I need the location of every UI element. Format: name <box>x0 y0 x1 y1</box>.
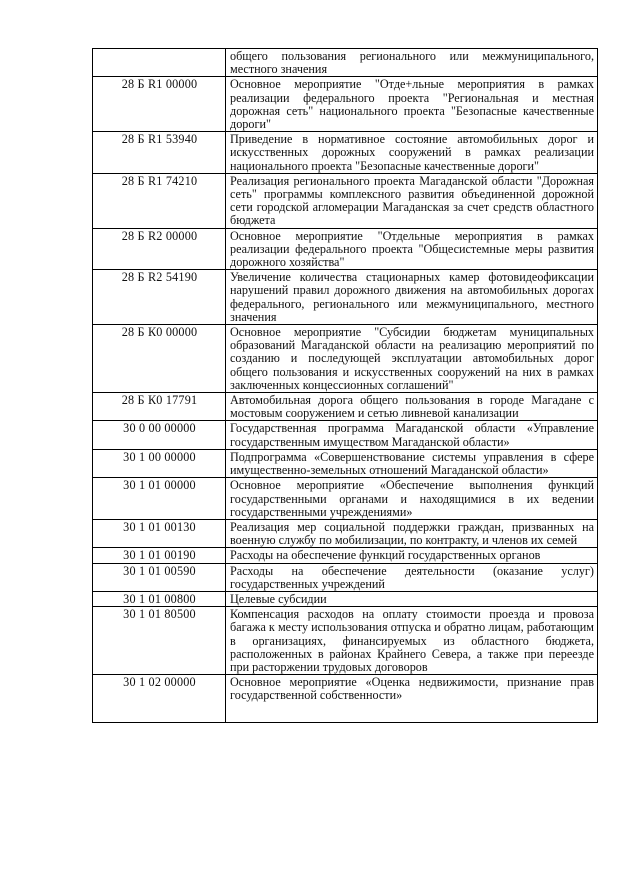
table-row <box>93 591 598 606</box>
code-cell: 30 1 01 00000 <box>93 478 226 520</box>
description-cell: Целевые субсидии <box>226 591 598 606</box>
description-cell: Подпрограмма «Совершенствование системы управления в сфере имущественно-земельных отношений Магаданской области» <box>226 449 598 477</box>
table-row <box>93 563 598 591</box>
code-cell: 30 1 01 00190 <box>93 548 226 563</box>
code-cell: 30 1 01 00130 <box>93 519 226 547</box>
code-cell: 30 1 00 00000 <box>93 449 226 477</box>
table-row <box>93 449 598 477</box>
table-row <box>93 228 598 270</box>
table-row <box>93 607 598 675</box>
code-cell: 28 Б К0 00000 <box>93 325 226 393</box>
description-cell: Компенсация расходов на оплату стоимости проезда и провоза багажа к месту использования отпуска и обратно лицам, работающим в организациях, финансируемых из областного бюджета, расположенных в районах Крайнего Севера, а также при переезде при расторжении трудовых договоров <box>226 607 598 675</box>
code-cell: 30 0 00 00000 <box>93 421 226 449</box>
description-cell: Основное мероприятие "Субсидии бюджетам муниципальных образований Магаданской области на реализацию мероприятий по созданию и последующей эксплуатации автомобильных дорог общего пользования и искусственных сооружений на них в рамках заключенных концессионных соглашений" <box>226 325 598 393</box>
code-cell: 28 Б R1 53940 <box>93 132 226 174</box>
description-cell: Увеличение количества стационарных камер фотовидеофиксации нарушений правил дорожного движения на автомобильных дорогах федерального, регионального или межмуниципального, местного значения <box>226 270 598 325</box>
code-cell: 28 Б R2 00000 <box>93 228 226 270</box>
table-row <box>93 519 598 547</box>
budget-codes-table <box>92 48 598 723</box>
code-cell: 30 1 01 00800 <box>93 591 226 606</box>
code-cell: 30 1 01 80500 <box>93 607 226 675</box>
table-row <box>93 270 598 325</box>
code-cell: 30 1 02 00000 <box>93 675 226 723</box>
code-cell: 28 Б R1 74210 <box>93 173 226 228</box>
description-cell: Автомобильная дорога общего пользования в городе Магадане с мостовым сооружением и сетью ливневой канализации <box>226 393 598 421</box>
table-row <box>93 675 598 723</box>
description-cell: Расходы на обеспечение функций государственных органов <box>226 548 598 563</box>
table-row <box>93 548 598 563</box>
table-row <box>93 393 598 421</box>
table-row <box>93 77 598 132</box>
code-cell: 28 Б R1 00000 <box>93 77 226 132</box>
description-cell: Основное мероприятие "Отдельные мероприятия в рамках реализации федерального проекта "Общесистемные меры развития дорожного хозяйства" <box>226 228 598 270</box>
description-cell: Реализация регионального проекта Магаданской области "Дорожная сеть" программы комплексного развития объединенной дорожной сети городской агломерации Магаданская за счет средств областного бюджета <box>226 173 598 228</box>
description-cell: Реализация мер социальной поддержки граждан, призванных на военную службу по мобилизации, по контракту, и членов их семей <box>226 519 598 547</box>
description-cell: Основное мероприятие «Обеспечение выполнения функций государственными органами и находящимися в их ведении государственными учреждениями» <box>226 478 598 520</box>
description-cell: Государственная программа Магаданской области «Управление государственным имуществом Магаданской области» <box>226 421 598 449</box>
description-cell: общего пользования регионального или межмуниципального, местного значения <box>226 49 598 77</box>
table-row <box>93 325 598 393</box>
code-cell <box>93 49 226 77</box>
table-row <box>93 49 598 77</box>
code-cell: 28 Б R2 54190 <box>93 270 226 325</box>
description-cell: Приведение в нормативное состояние автомобильных дорог и искусственных дорожных сооружений в рамках реализации национального проекта "Безопасные качественные дороги" <box>226 132 598 174</box>
table-row <box>93 173 598 228</box>
description-cell: Основное мероприятие "Отде+льные мероприятия в рамках реализации федерального проекта "Региональная и местная дорожная сеть" национального проекта "Безопасные качественные дороги" <box>226 77 598 132</box>
table-row <box>93 478 598 520</box>
code-cell: 30 1 01 00590 <box>93 563 226 591</box>
table-row <box>93 421 598 449</box>
description-cell: Расходы на обеспечение деятельности (оказание услуг) государственных учреждений <box>226 563 598 591</box>
code-cell: 28 Б К0 17791 <box>93 393 226 421</box>
description-cell: Основное мероприятие «Оценка недвижимости, признание прав государственной собственности» <box>226 675 598 723</box>
table-row <box>93 132 598 174</box>
